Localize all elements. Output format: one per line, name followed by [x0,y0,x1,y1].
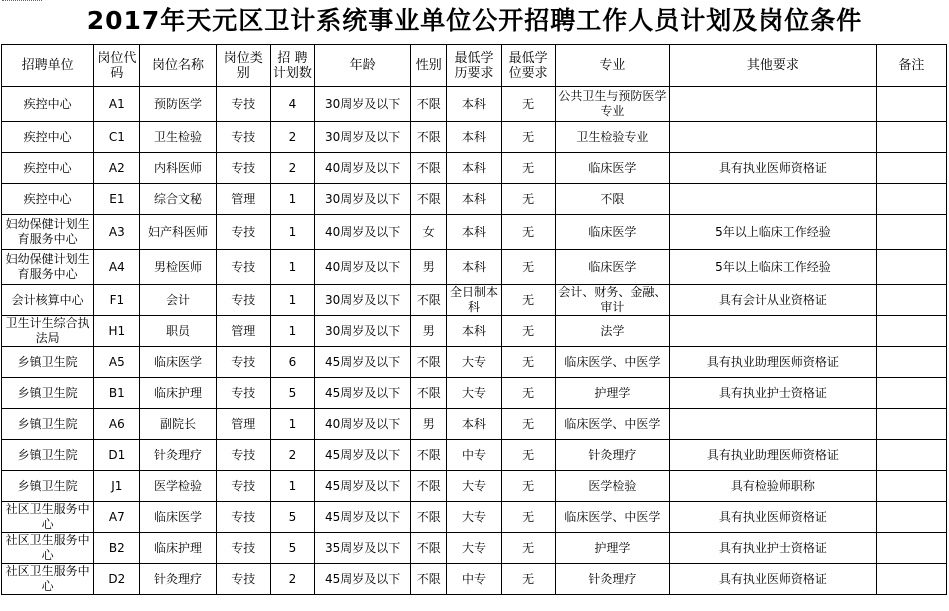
cell-age: 40周岁及以下 [314,153,410,184]
cell-other [670,409,877,440]
cell-degree: 无 [501,409,555,440]
cell-position: 针灸理疗 [140,564,216,595]
cell-other: 具有执业医师资格证 [670,502,877,533]
cell-code: E1 [94,184,140,215]
cell-remark [876,153,946,184]
cell-gender: 不限 [411,564,447,595]
cell-degree: 无 [501,378,555,409]
cell-major: 临床医学 [555,215,669,250]
cell-major: 针灸理疗 [555,440,669,471]
table-row [2,184,947,215]
cell-count: 1 [270,316,314,347]
cell-position: 会计 [140,285,216,316]
cell-gender: 不限 [411,440,447,471]
cell-count: 1 [270,409,314,440]
cell-gender: 男 [411,409,447,440]
cell-age: 45周岁及以下 [314,347,410,378]
col-header-position: 岗位名称 [140,45,216,87]
cell-category: 专技 [216,533,270,564]
cell-remark [876,502,946,533]
cell-unit: 乡镇卫生院 [2,409,94,440]
cell-degree: 无 [501,440,555,471]
cell-unit: 疾控中心 [2,122,94,153]
cell-code: F1 [94,285,140,316]
col-header-degree: 最低学位要求 [501,45,555,87]
cell-remark [876,122,946,153]
cell-age: 30周岁及以下 [314,285,410,316]
cell-unit: 妇幼保健计划生育服务中心 [2,215,94,250]
cell-unit: 疾控中心 [2,153,94,184]
cell-degree: 无 [501,564,555,595]
cell-category: 专技 [216,347,270,378]
cell-gender: 不限 [411,533,447,564]
cell-position: 临床医学 [140,502,216,533]
table-row [2,564,947,595]
cell-other: 具有执业医师资格证 [670,564,877,595]
col-header-age: 年龄 [314,45,410,87]
cell-age: 30周岁及以下 [314,184,410,215]
cell-count: 5 [270,502,314,533]
cell-degree: 无 [501,153,555,184]
recruitment-table [1,44,947,595]
cell-unit: 会计核算中心 [2,285,94,316]
col-header-count: 招 聘计划数 [270,45,314,87]
cell-code: H1 [94,316,140,347]
cell-code: A5 [94,347,140,378]
cell-count: 6 [270,347,314,378]
cell-major: 临床医学、中医学 [555,347,669,378]
header-row [2,45,947,87]
cell-count: 1 [270,184,314,215]
cell-remark [876,440,946,471]
cell-education: 中专 [447,440,501,471]
page-title: 2017年天元区卫计系统事业单位公开招聘工作人员计划及岗位条件 [86,6,863,35]
cell-category: 专技 [216,378,270,409]
table-row [2,471,947,502]
cell-education: 本科 [447,122,501,153]
cell-education: 本科 [447,409,501,440]
cell-gender: 不限 [411,471,447,502]
cell-degree: 无 [501,250,555,285]
cell-position: 医学检验 [140,471,216,502]
cell-count: 2 [270,440,314,471]
cell-major: 卫生检验专业 [555,122,669,153]
cell-gender: 不限 [411,347,447,378]
cell-position: 卫生检验 [140,122,216,153]
cell-other: 具有执业医师资格证 [670,153,877,184]
table-row [2,533,947,564]
cell-age: 45周岁及以下 [314,378,410,409]
cell-code: A3 [94,215,140,250]
cell-position: 副院长 [140,409,216,440]
cell-position: 临床医学 [140,347,216,378]
col-header-education: 最低学历要求 [447,45,501,87]
cell-count: 5 [270,533,314,564]
cell-category: 专技 [216,285,270,316]
cell-age: 40周岁及以下 [314,250,410,285]
cell-remark [876,285,946,316]
table-row [2,316,947,347]
cell-other [670,316,877,347]
cell-position: 内科医师 [140,153,216,184]
cell-degree: 无 [501,87,555,122]
col-header-remark: 备注 [876,45,946,87]
cell-gender: 不限 [411,153,447,184]
cell-position: 男检医师 [140,250,216,285]
cell-education: 大专 [447,347,501,378]
col-header-category: 岗位类别 [216,45,270,87]
cell-education: 大专 [447,471,501,502]
cell-other: 具有检验师职称 [670,471,877,502]
cell-code: J1 [94,471,140,502]
cell-unit: 乡镇卫生院 [2,378,94,409]
cell-code: A6 [94,409,140,440]
cell-category: 专技 [216,250,270,285]
cell-degree: 无 [501,533,555,564]
cell-age: 40周岁及以下 [314,409,410,440]
cell-remark [876,250,946,285]
cell-education: 大专 [447,502,501,533]
cell-education: 本科 [447,87,501,122]
cell-remark [876,409,946,440]
cell-count: 2 [270,122,314,153]
cell-gender: 男 [411,316,447,347]
cell-code: D2 [94,564,140,595]
cell-unit: 妇幼保健计划生育服务中心 [2,250,94,285]
cell-remark [876,184,946,215]
cell-category: 专技 [216,502,270,533]
cell-degree: 无 [501,316,555,347]
cell-gender: 不限 [411,378,447,409]
table-row [2,378,947,409]
cell-position: 综合文秘 [140,184,216,215]
cell-category: 专技 [216,215,270,250]
cell-position: 职员 [140,316,216,347]
cell-category: 管理 [216,316,270,347]
cell-major: 临床医学、中医学 [555,409,669,440]
cell-major: 护理学 [555,533,669,564]
cell-age: 40周岁及以下 [314,215,410,250]
cell-code: C1 [94,122,140,153]
cell-remark [876,471,946,502]
cell-unit: 卫生计生综合执法局 [2,316,94,347]
cell-other: 具有执业护士资格证 [670,378,877,409]
cell-major: 不限 [555,184,669,215]
table-row [2,215,947,250]
cell-education: 本科 [447,153,501,184]
cell-code: B1 [94,378,140,409]
cell-major: 护理学 [555,378,669,409]
cell-gender: 不限 [411,502,447,533]
cell-category: 专技 [216,87,270,122]
cell-code: A1 [94,87,140,122]
cell-category: 专技 [216,471,270,502]
table-row [2,409,947,440]
cell-other [670,184,877,215]
cell-remark [876,564,946,595]
col-header-major: 专业 [555,45,669,87]
cell-count: 1 [270,215,314,250]
cell-remark [876,533,946,564]
cell-age: 45周岁及以下 [314,440,410,471]
cell-position: 临床护理 [140,533,216,564]
cell-degree: 无 [501,122,555,153]
col-header-other: 其他要求 [670,45,877,87]
cell-unit: 社区卫生服务中心 [2,502,94,533]
cell-category: 专技 [216,122,270,153]
col-header-unit: 招聘单位 [2,45,94,87]
cell-code: A4 [94,250,140,285]
cell-count: 4 [270,87,314,122]
cell-unit: 乡镇卫生院 [2,471,94,502]
cell-remark [876,378,946,409]
cell-age: 30周岁及以下 [314,122,410,153]
cell-other: 5年以上临床工作经验 [670,215,877,250]
cell-education: 中专 [447,564,501,595]
table-row [2,153,947,184]
cell-remark [876,347,946,378]
cell-education: 大专 [447,533,501,564]
cell-major: 公共卫生与预防医学专业 [555,87,669,122]
cell-category: 专技 [216,564,270,595]
cell-remark [876,87,946,122]
cell-age: 35周岁及以下 [314,533,410,564]
col-header-code: 岗位代码 [94,45,140,87]
cell-unit: 社区卫生服务中心 [2,533,94,564]
cell-other [670,87,877,122]
cell-age: 30周岁及以下 [314,87,410,122]
cell-position: 临床护理 [140,378,216,409]
cell-unit: 乡镇卫生院 [2,440,94,471]
table-row [2,285,947,316]
table-row [2,502,947,533]
cell-major: 临床医学 [555,250,669,285]
cell-major: 医学检验 [555,471,669,502]
cell-count: 1 [270,285,314,316]
col-header-gender: 性别 [411,45,447,87]
table-row [2,122,947,153]
table-row [2,440,947,471]
cell-remark [876,316,946,347]
cell-degree: 无 [501,215,555,250]
cell-gender: 不限 [411,285,447,316]
cell-other: 具有执业护士资格证 [670,533,877,564]
cell-count: 2 [270,564,314,595]
cell-age: 45周岁及以下 [314,502,410,533]
cell-other [670,122,877,153]
cell-count: 1 [270,471,314,502]
cell-major: 会计、财务、金融、审计 [555,285,669,316]
cell-age: 45周岁及以下 [314,564,410,595]
cell-unit: 乡镇卫生院 [2,347,94,378]
cell-category: 专技 [216,440,270,471]
cell-major: 临床医学、中医学 [555,502,669,533]
cell-unit: 社区卫生服务中心 [2,564,94,595]
cell-education: 本科 [447,316,501,347]
cell-education: 本科 [447,215,501,250]
cell-age: 30周岁及以下 [314,316,410,347]
cell-category: 管理 [216,409,270,440]
cell-degree: 无 [501,285,555,316]
cell-position: 妇产科医师 [140,215,216,250]
cell-major: 法学 [555,316,669,347]
cell-age: 45周岁及以下 [314,471,410,502]
cell-count: 1 [270,250,314,285]
cell-count: 5 [270,378,314,409]
cell-other: 具有会计从业资格证 [670,285,877,316]
cell-count: 2 [270,153,314,184]
cell-position: 针灸理疗 [140,440,216,471]
cell-code: A7 [94,502,140,533]
cell-code: A2 [94,153,140,184]
cell-degree: 无 [501,184,555,215]
cell-major: 临床医学 [555,153,669,184]
cell-unit: 疾控中心 [2,184,94,215]
cell-remark [876,215,946,250]
cell-code: B2 [94,533,140,564]
cell-other: 具有执业助理医师资格证 [670,347,877,378]
cell-gender: 不限 [411,122,447,153]
cell-other: 具有执业助理医师资格证 [670,440,877,471]
cell-degree: 无 [501,347,555,378]
cell-code: D1 [94,440,140,471]
cell-gender: 女 [411,215,447,250]
cell-education: 本科 [447,184,501,215]
cell-education: 本科 [447,250,501,285]
cell-degree: 无 [501,502,555,533]
table-row [2,87,947,122]
cell-gender: 不限 [411,184,447,215]
cell-position: 预防医学 [140,87,216,122]
cell-unit: 疾控中心 [2,87,94,122]
table-row [2,347,947,378]
cell-gender: 不限 [411,87,447,122]
table-row [2,250,947,285]
cell-education: 大专 [447,378,501,409]
cell-category: 专技 [216,153,270,184]
cell-gender: 男 [411,250,447,285]
cell-category: 管理 [216,184,270,215]
cell-degree: 无 [501,471,555,502]
cell-other: 5年以上临床工作经验 [670,250,877,285]
cell-education: 全日制本科 [447,285,501,316]
cell-major: 针灸理疗 [555,564,669,595]
